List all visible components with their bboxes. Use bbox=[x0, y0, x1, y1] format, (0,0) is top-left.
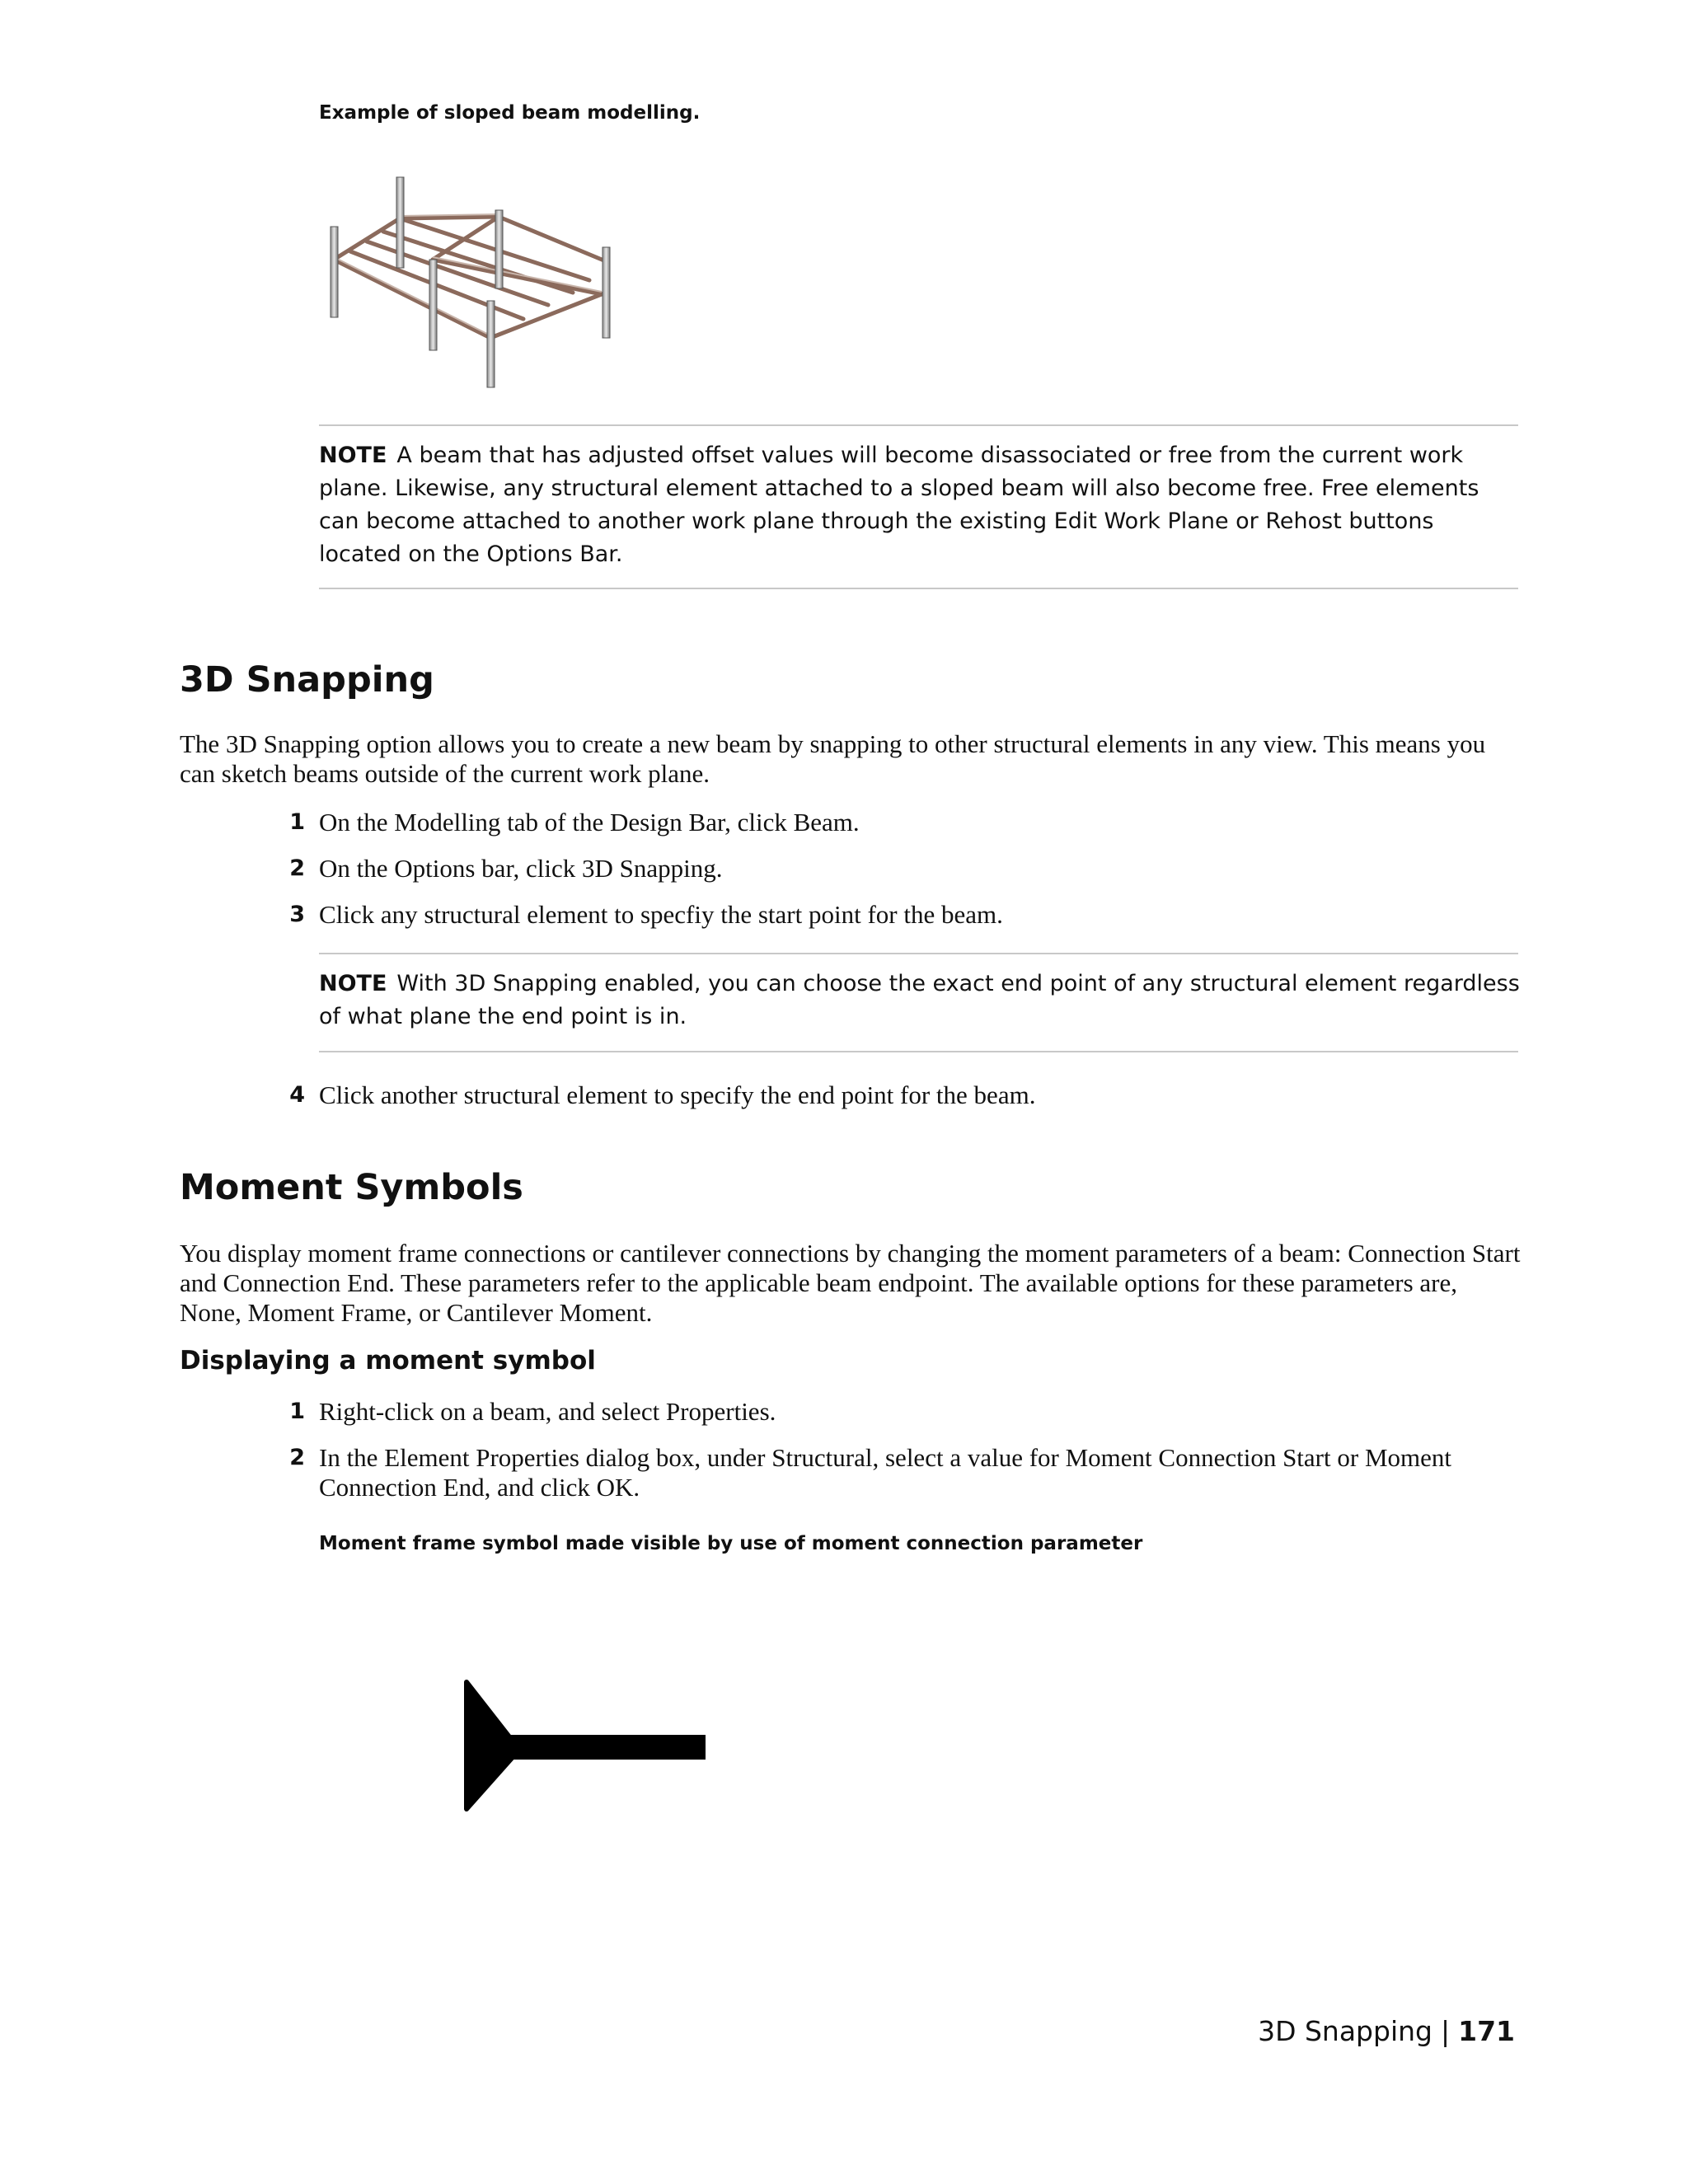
note-text: With 3D Snapping enabled, you can choose the exact end point of any structural element regardless of what plane the end point is in. bbox=[319, 971, 1520, 1029]
step-text: In the Element Properties dialog box, under Structural, select a value for Moment Connection Start or Moment Connection End, and click OK. bbox=[319, 1443, 1451, 1502]
list-item-step-1 bbox=[280, 1397, 1525, 1427]
list-item-step-2 bbox=[280, 1443, 1525, 1502]
note-label: NOTE bbox=[319, 443, 387, 468]
step-text: On the Options bar, click 3D Snapping. bbox=[319, 854, 723, 883]
step-number: 4 bbox=[289, 1082, 305, 1108]
note-rule-top bbox=[319, 424, 1518, 426]
step-number: 2 bbox=[289, 1445, 305, 1470]
note-text: A beam that has adjusted offset values will become disassociated or free from the current work plane. Likewise, any structural element attached to a sloped beam will also become free. Free elements can become attached to another work plane through the existing Edit Work Plane or Rehost buttons located on the Options Bar. bbox=[319, 443, 1479, 567]
note-rule-top bbox=[319, 953, 1518, 954]
footer-separator: | bbox=[1440, 2015, 1451, 2047]
step-text: Click another structural element to specify the end point for the beam. bbox=[319, 1080, 1036, 1109]
moment-frame-symbol bbox=[462, 1677, 713, 1817]
step-text: Right-click on a beam, and select Properties. bbox=[319, 1397, 776, 1426]
step-number: 3 bbox=[289, 902, 305, 927]
heading-moment-symbols: Moment Symbols bbox=[180, 1167, 523, 1208]
note-rule-bottom bbox=[319, 588, 1518, 589]
step-text: Click any structural element to specfiy the start point for the beam. bbox=[319, 900, 1003, 929]
figure-caption-moment-frame: Moment frame symbol made visible by use of moment connection parameter bbox=[319, 1533, 1143, 1554]
footer-section-title: 3D Snapping bbox=[1258, 2015, 1432, 2047]
step-number: 2 bbox=[289, 855, 305, 881]
note-3d-snapping bbox=[319, 968, 1522, 1033]
page-number: 171 bbox=[1458, 2015, 1515, 2047]
heading-3d-snapping: 3D Snapping bbox=[180, 659, 434, 701]
note-offset-values bbox=[319, 439, 1522, 571]
note-rule-bottom bbox=[319, 1051, 1518, 1052]
paragraph-moment-intro: You display moment frame connections or cantilever connections by changing the moment parameters of a beam: Connection Start and Connection End. These parameters refer to the applicable beam endpoint. The available options for these parameters are, None, Moment Frame, or Cantilever Moment. bbox=[180, 1239, 1521, 1327]
sloped-beam-illustration bbox=[326, 169, 622, 391]
step-text: On the Modelling tab of the Design Bar, click Beam. bbox=[319, 808, 860, 837]
list-item-step-3 bbox=[280, 900, 1525, 930]
list-item-step-2 bbox=[280, 854, 1525, 883]
page-footer bbox=[1258, 2015, 1515, 2047]
subheading-displaying-moment-symbol: Displaying a moment symbol bbox=[180, 1346, 596, 1376]
paragraph-3d-snapping-intro: The 3D Snapping option allows you to create a new beam by snapping to other structural elements in any view. This means you can sketch beams outside of the current work plane. bbox=[180, 729, 1486, 788]
figure-caption-sloped-beam: Example of sloped beam modelling. bbox=[319, 102, 701, 124]
list-item-step-1 bbox=[280, 808, 1525, 837]
step-number: 1 bbox=[289, 1399, 305, 1424]
list-item-step-4 bbox=[280, 1080, 1525, 1110]
step-number: 1 bbox=[289, 809, 305, 835]
note-label: NOTE bbox=[319, 971, 387, 996]
